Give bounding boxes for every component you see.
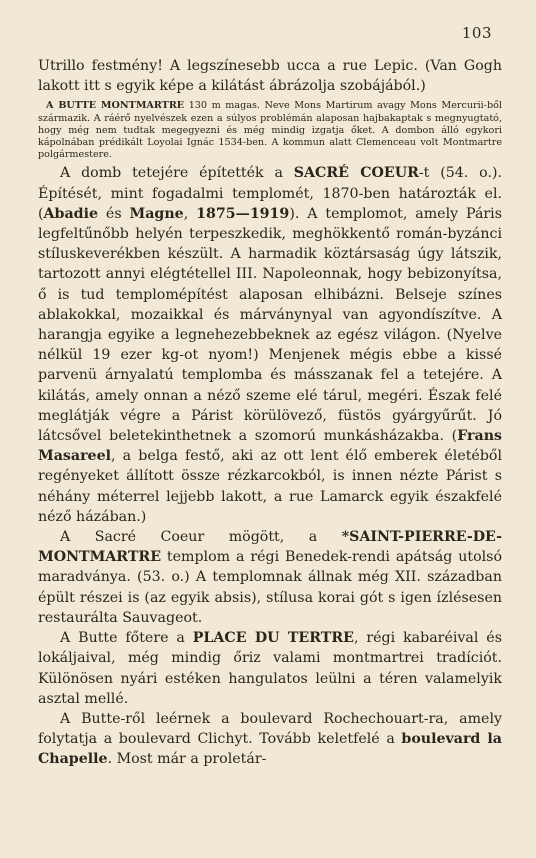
bold-term: Magne	[129, 205, 184, 222]
paragraph-saint-pierre	[38, 527, 502, 628]
paragraph-boulevards	[38, 709, 502, 770]
text-run: és	[98, 205, 130, 222]
text-run: A Sacré Coeur mögött, a	[60, 529, 342, 546]
text-run: Utrillo festmény! A legszínesebb ucca a rue Lepic. (Van Gogh lakott itt s egyik képe a kilátást ábrázolja szobájából.)	[38, 58, 502, 95]
bold-term: PLACE DU TERTRE	[192, 630, 354, 647]
paragraph-sacre-coeur	[38, 163, 502, 527]
text-run: 130 m magas. Neve Mons Martirum avagy Mons Mercurii-ből származik. A ráérő nyelvészek ezen a súlyos problémán alaposan hajbakaptak s megnyugtató, hogy még nem tudtak megegyezni és még mindig izgatja őket. A dombon álló egykori kápolnában prédikált Loyolai Ignác 1534-ben. A kommun alatt Clemenceau volt Montmartre polgármestere.	[38, 100, 502, 161]
text-run: ,	[183, 205, 197, 222]
bold-term: Abadie	[43, 205, 99, 222]
text-run: A Butte-ről leérnek a boulevard Rochechouart-ra, amely folytatja a boulevard Clichyt. Tovább keletfelé a	[38, 710, 502, 748]
paragraph-rue-lepic	[38, 56, 502, 96]
bold-term: Frans Masareel	[38, 428, 502, 465]
paragraph-place-du-tertre	[38, 628, 502, 709]
text-run: . Most már a proletár-	[107, 751, 267, 768]
text-run: A Butte főtere a	[60, 630, 193, 647]
text-run: , régi kabaréival és lokáljaival, még mindig őriz valami montmartrei tradíciót. Különösen nyári estéken hangulatos leülni a téren valamelyik asztal mellé.	[38, 630, 502, 707]
bold-term: SACRÉ COEUR	[293, 165, 419, 182]
bold-term: boulevard la Chapelle	[38, 731, 502, 768]
bold-term: *SAINT-PIERRE-DE-MONTMARTRE	[38, 529, 502, 566]
paragraph-butte-note	[38, 100, 502, 161]
text-run: A domb tetejére építették a	[60, 165, 294, 182]
page-number: 103	[461, 24, 492, 42]
bold-term: A BUTTE MONTMARTRE	[46, 100, 185, 112]
page-content	[38, 56, 502, 770]
text-run: ). A templomot, amely Páris legfeltűnőbb helyén terpeszkedik, meghökkentő román-byzánci stíluskeverékben készült. A harmadik köztársaság úgy látszik, tartozott annyi elégtétellel III. Napoleonnak, hogy bebizonyítsa, ő is tud templomépítést alaposan elhibázni. Belseje színes ablakokkal, mozaikkal és márványnyal van agyondíszítve. A harangja egyike a legnehezebbeknek az egész világon. (Nyelve nélkül 19 ezer kg-ot nyom!) Menjenek mégis ebbe a kissé parvenü árnyalatú templomba és másszanak fel a tetejére. A kilátás, amely onnan a néző szeme elé tárul, megéri. Észak felé meglátják végre a Párist körülövező, füstös gyárgyűrűt. Jó látcsővel beletekinthetnek a szomorú munkásházakba. (	[38, 205, 503, 445]
text-run: templom a régi Benedek-rendi apátság utolsó maradványa. (53. o.) A templomnak állnak még XII. században épült részei is (az egyik absis), stílusa korai gót s igen ízlésesen restaurálta Sauvageot.	[38, 549, 502, 626]
bold-term: 1875—1919	[196, 205, 290, 222]
text-run: -t (54. o.). Építését, mint fogadalmi templomét, 1870-ben határozták el. (	[38, 165, 502, 222]
text-run: , a belga festő, aki az ott lent élő emberek életéből regényeket állított össze rézkarcokból, is innen nézte Párist s néhány méterrel lejjebb lakott, a rue Lamarck egyik északfelé néző házában.)	[38, 448, 502, 525]
